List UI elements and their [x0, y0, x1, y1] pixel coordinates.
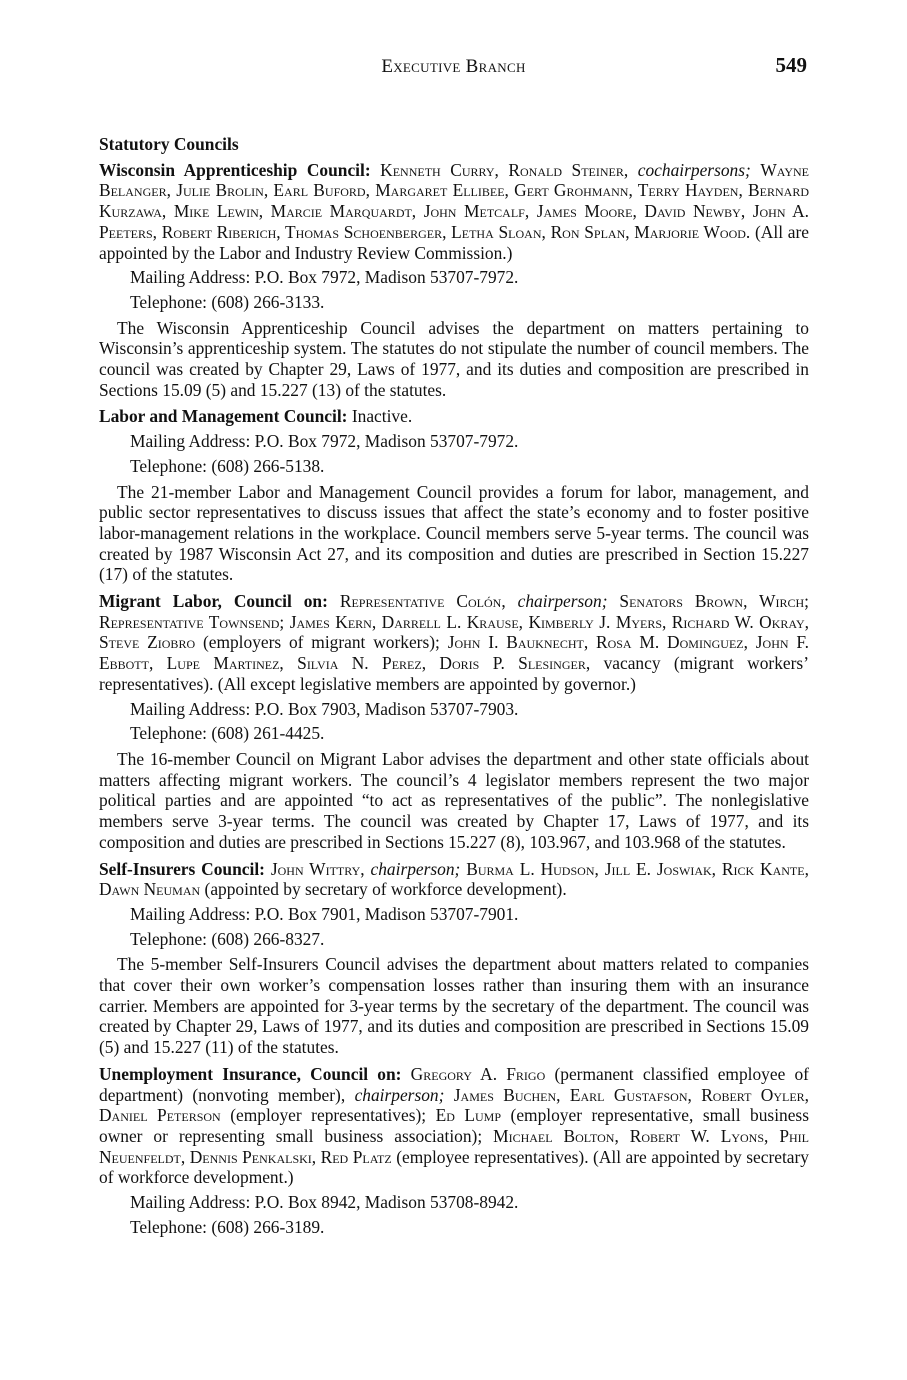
council-name: Labor and Management Council:: [99, 406, 348, 427]
council-chair: Gregory A. Frigo: [410, 1063, 546, 1084]
council-entry-labor-management: [99, 406, 809, 585]
council-entry-unemployment-insurance: [99, 1064, 809, 1238]
council-roster: [99, 406, 809, 427]
council-roster: [99, 1064, 809, 1188]
council-members: James Buchen, Earl Gustafson, Robert Oyler, Daniel Peterson: [99, 1084, 810, 1126]
member-category: (permanent classified employee of department) (nonvoting member),: [99, 1063, 809, 1105]
page-number: 549: [775, 53, 807, 77]
chair-role: chairperson;: [517, 591, 608, 612]
council-members: Senators Brown, Wirch; Representative Townsend; James Kern, Darrell L. Krause, Kimberly J. Myers, Richard W. Okray, Steve Ziobro: [99, 591, 809, 653]
council-members: Burma L. Hudson, Jill E. Joswiak, Rick Kante, Dawn Neuman: [99, 858, 809, 900]
member-category: (employers of migrant workers);: [202, 632, 440, 653]
telephone: Telephone: (608) 261-4425.: [130, 723, 325, 744]
council-description: The 5-member Self-Insurers Council advises the department about matters related to companies that cover their own worker’s compensation losses rather than insuring them with an insurance carrier. Members are appointed for 3-year terms by the secretary of the department. The council was created by Chapter 29, Laws of 1977, and its duties and composition are prescribed in Sections 15.09 (5) and 15.227 (11) of the statutes.: [99, 954, 809, 1058]
council-members: Wayne Belanger, Julie Brolin, Earl Buford, Margaret Ellibee, Gert Grohmann, Terry Hayden, Bernard Kurzawa, Mike Lewin, Marcie Marquardt, John Metcalf, James Moore, David Newby, John A. Peeters, Robert Riberich, Thomas Schoenberger, Letha Sloan, Ron Splan, Marjorie Wood.: [99, 159, 809, 242]
member-category: (employer representatives);: [230, 1105, 427, 1126]
council-entry-self-insurers: [99, 859, 809, 1058]
section-title: Statutory Councils: [99, 134, 239, 154]
council-leaders: Kenneth Curry, Ronald Steiner,: [380, 159, 629, 180]
chair-role: chairperson;: [354, 1084, 445, 1105]
council-roster: [99, 591, 809, 695]
council-chair: Representative Colón,: [339, 591, 506, 612]
council-description: The 21-member Labor and Management Council provides a forum for labor, management, and public sector representatives to discuss issues that affect the state’s economy and to foster positive labor-management relations in the workplace. Council members serve 5-year terms. The council was created by 1987 Wisconsin Act 27, and its composition and duties are prescribed in Section 15.227 (17) of the statutes.: [99, 481, 809, 585]
council-name: Migrant Labor, Council on:: [99, 591, 328, 612]
mailing-address: Mailing Address: P.O. Box 7972, Madison 53707-7972.: [130, 431, 519, 452]
member-category: (employee representatives). (All are appointed by secretary of workforce development.): [99, 1146, 809, 1188]
appointment-note: (All are appointed by the Labor and Industry Review Commission.): [99, 221, 809, 263]
council-name: Unemployment Insurance, Council on:: [99, 1063, 402, 1084]
council-roster: [99, 160, 809, 264]
council-entry-apprenticeship: [99, 160, 809, 401]
chair-role: chairperson;: [370, 858, 461, 879]
council-members: John I. Bauknecht, Rosa M. Dominguez, John F. Ebbott, Lupe Martinez, Silvia N. Perez, Doris P. Slesinger,: [99, 632, 809, 674]
council-roster: [99, 859, 809, 900]
member-category: vacancy (migrant workers’ representatives). (All except legislative members are appointed by governor.): [99, 653, 809, 694]
telephone: Telephone: (608) 266-5138.: [130, 455, 325, 476]
telephone: Telephone: (608) 266-8327.: [130, 928, 325, 949]
council-status: Inactive.: [351, 406, 413, 427]
telephone: Telephone: (608) 266-3189.: [130, 1216, 325, 1237]
council-name: Self-Insurers Council:: [99, 858, 265, 879]
member-category: (employer representative, small business owner or representing small business association);: [99, 1105, 809, 1146]
council-members: Ed Lump: [435, 1105, 502, 1126]
council-description: The Wisconsin Apprenticeship Council advises the department on matters pertaining to Wisconsin’s apprenticeship system. The statutes do not stipulate the number of council members. The council was created by Chapter 29, Laws of 1977, and its duties and composition are prescribed in Sections 15.09 (5) and 15.227 (13) of the statutes.: [99, 317, 809, 400]
mailing-address: Mailing Address: P.O. Box 7972, Madison 53707-7972.: [130, 267, 519, 288]
page-body: [99, 134, 809, 1243]
mailing-address: Mailing Address: P.O. Box 8942, Madison 53708-8942.: [130, 1192, 519, 1213]
appointment-note: (appointed by secretary of workforce development).: [204, 879, 567, 900]
telephone: Telephone: (608) 266-3133.: [130, 291, 325, 312]
running-header: Executive Branch: [381, 56, 526, 77]
mailing-address: Mailing Address: P.O. Box 7901, Madison 53707-7901.: [130, 903, 519, 924]
council-chair: John Wittry,: [270, 858, 365, 879]
council-entry-migrant-labor: [99, 591, 809, 852]
mailing-address: Mailing Address: P.O. Box 7903, Madison 53707-7903.: [130, 698, 519, 719]
council-name: Wisconsin Apprenticeship Council:: [99, 159, 371, 180]
council-members: Michael Bolton, Robert W. Lyons, Phil Neuenfeldt, Dennis Penkalski, Red Platz: [99, 1125, 809, 1167]
leader-role: cochairpersons;: [637, 159, 751, 180]
council-description: The 16-member Council on Migrant Labor advises the department and other state officials about matters affecting migrant workers. The council’s 4 legislator members represent the two major political parties and are appointed “to act as representatives of the public”. The nonlegislative members serve 3-year terms. The council was created by Chapter 17, Laws of 1977, and its composition and duties are prescribed in Sections 15.227 (8), 103.967, and 103.968 of the statutes.: [99, 748, 809, 852]
